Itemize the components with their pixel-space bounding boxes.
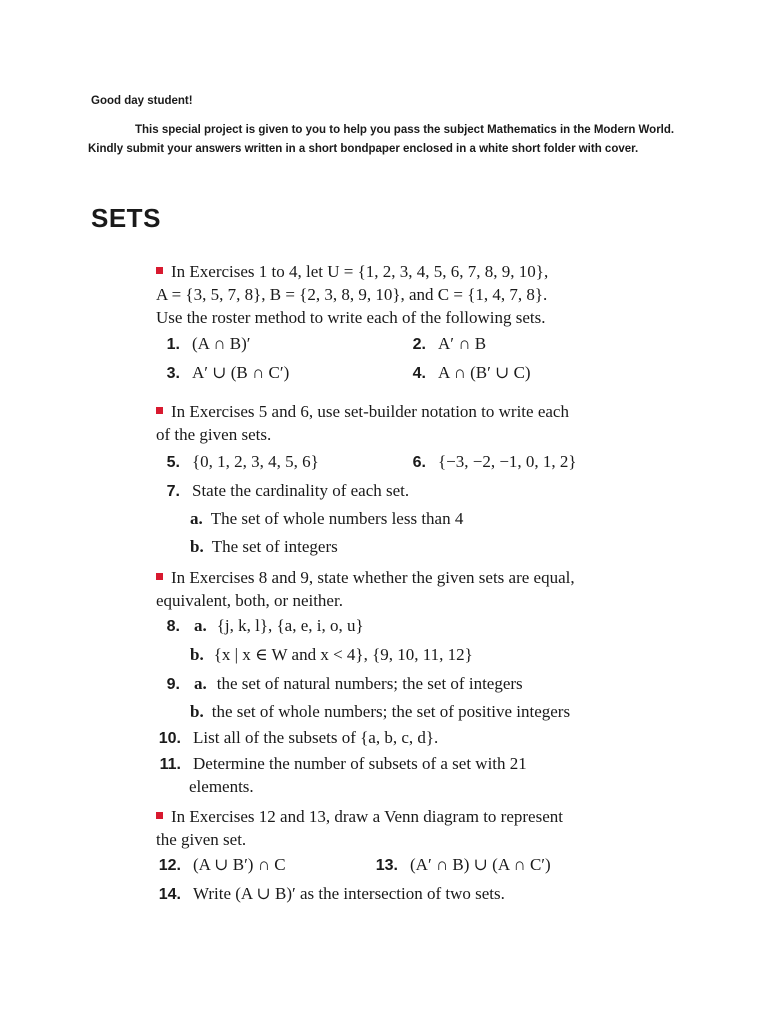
section-title: SETS — [91, 203, 161, 233]
exercise-text: (A ∩ B)′ — [192, 334, 251, 353]
exercise-number: 1. — [166, 336, 180, 353]
block4-line2: the given set. — [156, 830, 247, 849]
exercise-8 — [162, 616, 364, 636]
exercise-7 — [162, 481, 409, 501]
part-label: b. — [190, 702, 204, 721]
exercise-text: (A′ ∩ B) ∪ (A ∩ C′) — [410, 855, 551, 874]
exercise-11-continued: elements. — [189, 777, 254, 796]
exercise-text: Write (A ∪ B)′ as the intersection of two sets. — [193, 884, 505, 903]
part-label: a. — [194, 674, 207, 693]
bullet-icon — [156, 812, 163, 819]
block2-line2: of the given sets. — [156, 425, 272, 444]
bullet-icon — [156, 267, 163, 274]
exercise-text: A′ ∪ (B ∩ C′) — [192, 363, 290, 382]
exercise-text: State the cardinality of each set. — [192, 481, 410, 500]
bullet-icon — [156, 573, 163, 580]
instruction-block-3 — [156, 566, 575, 612]
exercise-14 — [155, 884, 505, 904]
exercise-text: A ∩ (B′ ∪ C) — [438, 363, 531, 382]
exercise-10 — [155, 728, 438, 748]
block4-line1: In Exercises 12 and 13, draw a Venn diagram to represent — [171, 807, 563, 826]
block3-line1: In Exercises 8 and 9, state whether the given sets are equal, — [171, 568, 575, 587]
exercise-5 — [162, 452, 319, 472]
intro-line-1: This special project is given to you to help you pass the subject Mathematics in the Modern World. — [135, 124, 675, 136]
exercise-6 — [408, 452, 577, 472]
exercise-text: (A ∪ B′) ∩ C — [193, 855, 286, 874]
bullet-icon — [156, 407, 163, 414]
exercise-text: {−3, −2, −1, 0, 1, 2} — [438, 452, 577, 471]
exercise-text: Determine the number of subsets of a set with 21 — [193, 754, 527, 773]
exercise-number: 10. — [158, 730, 181, 747]
exercise-number: 3. — [166, 365, 180, 382]
exercise-8b — [190, 645, 473, 665]
exercise-number: 2. — [412, 336, 426, 353]
exercise-number: 5. — [166, 454, 180, 471]
part-text: the set of natural numbers; the set of integers — [216, 674, 523, 693]
exercise-number: 11. — [159, 756, 181, 773]
exercise-number: 9. — [166, 676, 180, 693]
exercise-number: 4. — [412, 365, 426, 382]
exercise-9 — [162, 674, 523, 694]
exercise-4 — [408, 363, 531, 383]
greeting: Good day student! — [91, 95, 193, 107]
part-label: b. — [190, 537, 204, 556]
block1-line2: A = {3, 5, 7, 8}, B = {2, 3, 8, 9, 10}, and C = {1, 4, 7, 8}. — [156, 285, 548, 304]
intro-line-2: Kindly submit your answers written in a short bondpaper enclosed in a white short folder with cover. — [88, 143, 639, 155]
instruction-block-1 — [156, 260, 548, 329]
exercise-text: List all of the subsets of {a, b, c, d}. — [193, 728, 439, 747]
exercise-7b — [190, 537, 338, 557]
exercise-13 — [372, 855, 551, 875]
exercise-3 — [162, 363, 289, 383]
exercise-text: A′ ∩ B — [438, 334, 487, 353]
exercise-12 — [155, 855, 286, 875]
exercise-number: 13. — [375, 857, 398, 874]
part-text: the set of whole numbers; the set of positive integers — [211, 702, 571, 721]
exercise-text: {0, 1, 2, 3, 4, 5, 6} — [192, 452, 319, 471]
exercise-7a — [190, 509, 463, 529]
block3-line2: equivalent, both, or neither. — [156, 591, 343, 610]
block1-line3: Use the roster method to write each of the following sets. — [156, 308, 546, 327]
part-text: The set of integers — [211, 537, 338, 556]
instruction-block-2 — [156, 400, 569, 446]
part-text: {j, k, l}, {a, e, i, o, u} — [216, 616, 364, 635]
part-label: a. — [194, 616, 207, 635]
part-label: a. — [190, 509, 203, 528]
exercise-1 — [162, 334, 251, 354]
exercise-number: 6. — [412, 454, 426, 471]
instruction-block-4 — [156, 805, 563, 851]
exercise-11 — [155, 754, 527, 774]
exercise-number: 12. — [158, 857, 181, 874]
exercise-number: 8. — [166, 618, 180, 635]
part-text: The set of whole numbers less than 4 — [210, 509, 464, 528]
exercise-number: 14. — [158, 886, 181, 903]
exercise-number: 7. — [166, 483, 180, 500]
part-text: {x | x ∈ W and x < 4}, {9, 10, 11, 12} — [213, 645, 473, 664]
exercise-9b — [190, 702, 570, 722]
block1-line1: In Exercises 1 to 4, let U = {1, 2, 3, 4, 5, 6, 7, 8, 9, 10}, — [171, 262, 549, 281]
exercise-2 — [408, 334, 486, 354]
block2-line1: In Exercises 5 and 6, use set-builder notation to write each — [171, 402, 569, 421]
part-label: b. — [190, 645, 204, 664]
